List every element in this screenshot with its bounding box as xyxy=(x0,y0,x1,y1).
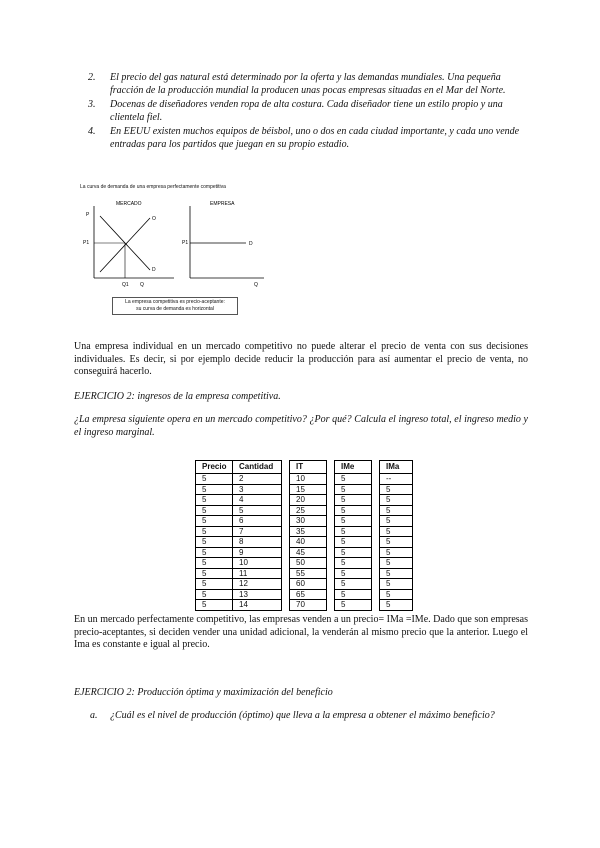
column-gap xyxy=(327,516,335,527)
column-gap xyxy=(372,589,380,600)
cell-ime: 5 xyxy=(335,558,372,569)
column-gap xyxy=(282,600,290,611)
list-text: El precio del gas natural está determinado por la oferta y las demandas mundiales. Una pequeña fracción de la producción mundial la producen unas pocas empresas situadas en el Mar del Norte. xyxy=(110,72,506,96)
column-gap xyxy=(282,516,290,527)
cell-it: 30 xyxy=(290,516,327,527)
column-gap xyxy=(372,461,380,474)
cell-ime: 5 xyxy=(335,568,372,579)
cell-it: 55 xyxy=(290,568,327,579)
cell-ime: 5 xyxy=(335,589,372,600)
cell-cantidad: 7 xyxy=(233,526,282,537)
cell-precio: 5 xyxy=(196,600,233,611)
column-gap xyxy=(327,547,335,558)
cell-precio: 5 xyxy=(196,568,233,579)
column-gap xyxy=(327,600,335,611)
cell-ima: 5 xyxy=(380,495,413,506)
cell-ime: 5 xyxy=(335,579,372,590)
table-row xyxy=(196,589,413,600)
table-row xyxy=(196,547,413,558)
cell-cantidad: 6 xyxy=(233,516,282,527)
column-gap xyxy=(282,568,290,579)
cell-cantidad: 14 xyxy=(233,600,282,611)
table-row xyxy=(196,579,413,590)
header-cantidad: Cantidad xyxy=(233,461,282,474)
list-text: Docenas de diseñadores venden ropa de alta costura. Cada diseñador tiene un estilo propio y una clientela fiel. xyxy=(110,99,503,123)
header-it: IT xyxy=(290,461,327,474)
cell-it: 60 xyxy=(290,579,327,590)
table-header-row xyxy=(196,461,413,474)
cell-ime: 5 xyxy=(335,484,372,495)
exercise-heading-ingresos: EJERCICIO 2: ingresos de la empresa competitiva. xyxy=(74,391,281,402)
cell-it: 70 xyxy=(290,600,327,611)
numbered-list xyxy=(88,72,528,153)
cell-ime: 5 xyxy=(335,537,372,548)
cell-ime: 5 xyxy=(335,526,372,537)
cell-it: 35 xyxy=(290,526,327,537)
column-gap xyxy=(372,600,380,611)
cell-precio: 5 xyxy=(196,579,233,590)
supply-demand-diagram xyxy=(78,192,278,298)
cell-ime: 5 xyxy=(335,474,372,485)
cell-cantidad: 10 xyxy=(233,558,282,569)
table-row xyxy=(196,484,413,495)
column-gap xyxy=(282,537,290,548)
figure-caption xyxy=(112,297,238,315)
label-d: D xyxy=(152,267,156,273)
column-gap xyxy=(282,495,290,506)
cell-cantidad: 12 xyxy=(233,579,282,590)
sub-question-letter: a. xyxy=(90,710,98,721)
cell-ima: 5 xyxy=(380,505,413,516)
cell-precio: 5 xyxy=(196,558,233,569)
cell-precio: 5 xyxy=(196,547,233,558)
exercise-question: ¿La empresa siguiente opera en un mercado competitivo? ¿Por qué? Calcula el ingreso total, el ingreso medio y el ingreso marginal. xyxy=(74,414,528,438)
column-gap xyxy=(282,461,290,474)
cell-cantidad: 5 xyxy=(233,505,282,516)
revenue-table xyxy=(195,460,413,611)
cell-it: 15 xyxy=(290,484,327,495)
table-row xyxy=(196,568,413,579)
exercise-heading-produccion: EJERCICIO 2: Producción óptima y maximización del beneficio xyxy=(74,687,333,698)
table-row xyxy=(196,600,413,611)
cell-precio: 5 xyxy=(196,484,233,495)
column-gap xyxy=(372,579,380,590)
cell-ime: 5 xyxy=(335,516,372,527)
column-gap xyxy=(372,484,380,495)
cell-ima: 5 xyxy=(380,579,413,590)
list-number: 2. xyxy=(88,72,96,83)
column-gap xyxy=(327,537,335,548)
cell-it: 20 xyxy=(290,495,327,506)
label-o: O xyxy=(152,216,156,222)
column-gap xyxy=(327,461,335,474)
column-gap xyxy=(327,484,335,495)
column-gap xyxy=(327,589,335,600)
column-gap xyxy=(372,568,380,579)
header-precio: Precio xyxy=(196,461,233,474)
cell-precio: 5 xyxy=(196,474,233,485)
caption-line-1: La empresa competitiva es precio-aceptante: xyxy=(125,299,225,305)
column-gap xyxy=(372,516,380,527)
column-gap xyxy=(372,558,380,569)
cell-ime: 5 xyxy=(335,600,372,611)
column-gap xyxy=(282,474,290,485)
cell-ima: -- xyxy=(380,474,413,485)
column-gap xyxy=(327,474,335,485)
cell-it: 65 xyxy=(290,589,327,600)
cell-cantidad: 3 xyxy=(233,484,282,495)
column-gap xyxy=(282,505,290,516)
column-gap xyxy=(372,547,380,558)
cell-cantidad: 9 xyxy=(233,547,282,558)
cell-it: 45 xyxy=(290,547,327,558)
cell-ima: 5 xyxy=(380,589,413,600)
list-text: En EEUU existen muchos equipos de béisbol, uno o dos en cada ciudad importante, y cada uno vende entradas para los partidos que juegan en su propio estadio. xyxy=(110,126,520,150)
cell-ima: 5 xyxy=(380,600,413,611)
list-item xyxy=(88,72,528,97)
cell-precio: 5 xyxy=(196,516,233,527)
column-gap xyxy=(327,568,335,579)
list-item xyxy=(88,126,528,151)
column-gap xyxy=(372,537,380,548)
firm-panel-title: EMPRESA xyxy=(210,201,235,207)
column-gap xyxy=(327,495,335,506)
column-gap xyxy=(327,558,335,569)
column-gap xyxy=(372,495,380,506)
column-gap xyxy=(282,558,290,569)
table-row xyxy=(196,526,413,537)
market-panel-title: MERCADO xyxy=(116,201,142,207)
cell-cantidad: 2 xyxy=(233,474,282,485)
cell-it: 10 xyxy=(290,474,327,485)
sub-question-text: ¿Cuál es el nivel de producción (óptimo) que lleva a la empresa a obtener el máximo beneficio? xyxy=(110,710,495,721)
table-row xyxy=(196,474,413,485)
cell-ima: 5 xyxy=(380,558,413,569)
cell-cantidad: 4 xyxy=(233,495,282,506)
column-gap xyxy=(327,526,335,537)
table-row xyxy=(196,558,413,569)
cell-precio: 5 xyxy=(196,495,233,506)
header-ime: IMe xyxy=(335,461,372,474)
label-q-left: Q xyxy=(140,282,144,288)
header-ima: IMa xyxy=(380,461,413,474)
cell-cantidad: 13 xyxy=(233,589,282,600)
caption-line-2: su curva de demanda es horizontal xyxy=(136,306,214,312)
table-row xyxy=(196,516,413,527)
column-gap xyxy=(327,579,335,590)
cell-precio: 5 xyxy=(196,589,233,600)
cell-it: 25 xyxy=(290,505,327,516)
cell-ima: 5 xyxy=(380,547,413,558)
table-row xyxy=(196,537,413,548)
column-gap xyxy=(282,484,290,495)
cell-precio: 5 xyxy=(196,505,233,516)
column-gap xyxy=(327,505,335,516)
label-p1-right: P1 xyxy=(182,240,189,246)
list-item xyxy=(88,99,528,124)
cell-ime: 5 xyxy=(335,505,372,516)
cell-it: 50 xyxy=(290,558,327,569)
column-gap xyxy=(282,589,290,600)
cell-ime: 5 xyxy=(335,547,372,558)
column-gap xyxy=(282,579,290,590)
label-p1-left: P1 xyxy=(83,240,90,246)
column-gap xyxy=(372,505,380,516)
cell-cantidad: 11 xyxy=(233,568,282,579)
table-body xyxy=(196,474,413,611)
cell-ima: 5 xyxy=(380,568,413,579)
cell-precio: 5 xyxy=(196,526,233,537)
label-q-right: Q xyxy=(254,282,258,288)
label-q1: Q1 xyxy=(122,282,129,288)
list-number: 4. xyxy=(88,126,96,137)
cell-it: 40 xyxy=(290,537,327,548)
cell-ime: 5 xyxy=(335,495,372,506)
cell-ima: 5 xyxy=(380,516,413,527)
label-d-right: D xyxy=(249,241,253,247)
cell-precio: 5 xyxy=(196,537,233,548)
sub-question xyxy=(90,710,528,723)
list-number: 3. xyxy=(88,99,96,110)
label-p-axis: P xyxy=(86,212,90,218)
column-gap xyxy=(282,526,290,537)
cell-ima: 5 xyxy=(380,484,413,495)
cell-ima: 5 xyxy=(380,526,413,537)
paragraph-conclusion: En un mercado perfectamente competitivo, las empresas venden a un precio= IMa =IMe. Dado que son empresas precio-aceptantes, si deciden vender una unidad adicional, la venderán al mismo precio que la anterior. Luego el Ima es constante e igual al precio. xyxy=(74,614,528,650)
column-gap xyxy=(372,474,380,485)
column-gap xyxy=(282,547,290,558)
paragraph-intro: Una empresa individual en un mercado competitivo no puede alterar el precio de venta con sus decisiones individuales. Es decir, si por ejemplo decide reducir la producción para así aumentar el precio de venta, no conseguirá hacerlo. xyxy=(74,341,528,377)
cell-cantidad: 8 xyxy=(233,537,282,548)
column-gap xyxy=(372,526,380,537)
table-row xyxy=(196,505,413,516)
figure-title: La curva de demanda de una empresa perfectamente competitiva xyxy=(80,184,226,190)
cell-ima: 5 xyxy=(380,537,413,548)
table-row xyxy=(196,495,413,506)
